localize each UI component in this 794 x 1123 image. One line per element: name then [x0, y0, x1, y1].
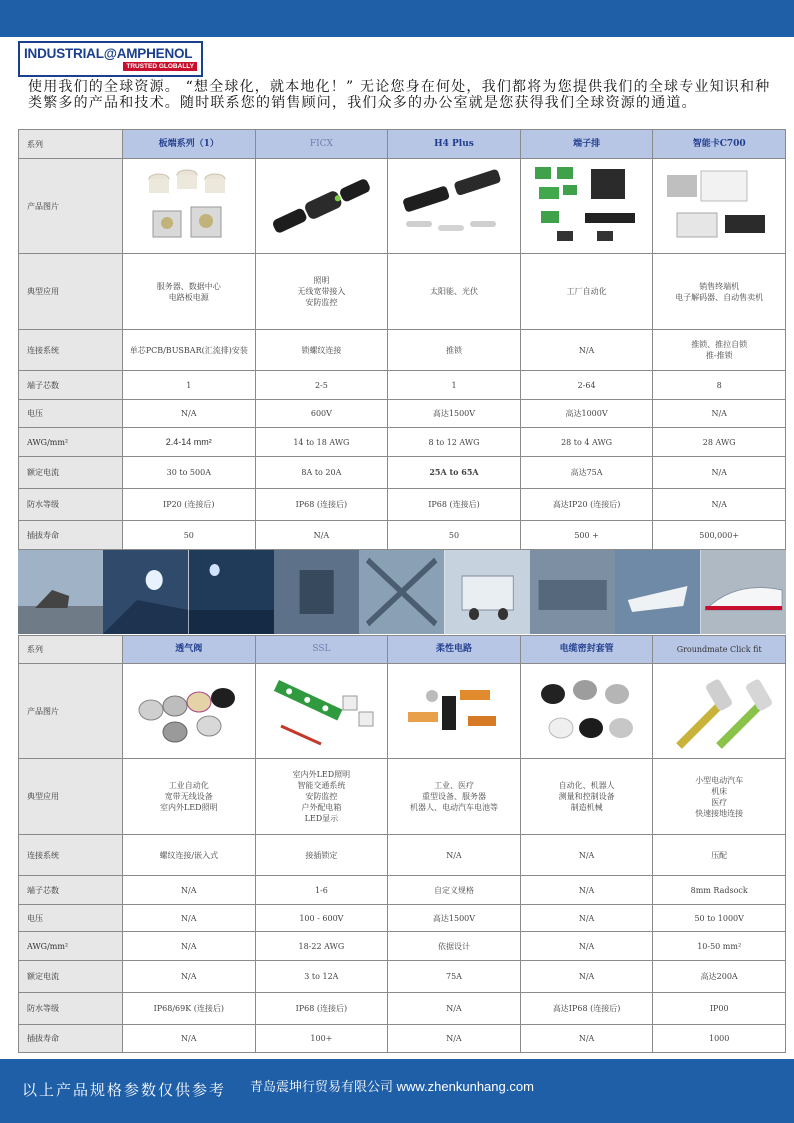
cell: 压配: [653, 835, 786, 876]
product-image: [388, 159, 521, 254]
row-label: 额定电流: [19, 961, 123, 993]
cell: N/A: [123, 1025, 256, 1053]
row-label: 端子芯数: [19, 876, 123, 905]
cell: 100 - 600V: [255, 905, 388, 932]
series-header: Groundmate Click fit: [653, 636, 786, 664]
cell: 高达1500V: [388, 400, 521, 428]
cell: N/A: [653, 489, 786, 521]
vent-valve-image: [129, 666, 249, 754]
cell: 500,000+: [653, 521, 786, 550]
product-image: [653, 664, 786, 759]
app-cell: [255, 759, 388, 835]
cell: 2.4-14 mm²: [123, 428, 256, 457]
series-header: 透气阀: [123, 636, 256, 664]
product-image: [123, 159, 256, 254]
cell: 28 AWG: [653, 428, 786, 457]
cell-line: 宽带无线设备: [164, 792, 213, 801]
row-label: 端子芯数: [19, 371, 123, 400]
logo-text: INDUSTRIAL@AMPHENOL: [24, 46, 193, 61]
board-connector-image: [129, 161, 249, 249]
cell: 8mm Radsock: [653, 876, 786, 905]
table-row: [19, 400, 786, 428]
cell-line: 无线宽带接入: [297, 287, 346, 296]
table-row: [19, 961, 786, 993]
table-row: [19, 664, 786, 759]
cell: N/A: [520, 961, 653, 993]
cell: 28 to 4 AWG: [520, 428, 653, 457]
cell: IP00: [653, 993, 786, 1025]
table-row: [19, 905, 786, 932]
application-photo-strip: [18, 550, 786, 634]
cell: 2-64: [520, 371, 653, 400]
truck-photo: [445, 550, 530, 634]
product-image: [123, 664, 256, 759]
row-label: AWG/mm²: [19, 428, 123, 457]
cell: 8: [653, 371, 786, 400]
cell: N/A: [123, 400, 256, 428]
cell: IP20 (连接后): [123, 489, 256, 521]
table-row: [19, 330, 786, 371]
product-image: [520, 159, 653, 254]
row-label: 系列: [19, 636, 123, 664]
train-photo: [701, 550, 786, 634]
cell: 10-50 mm²: [653, 932, 786, 961]
cell: 50: [123, 521, 256, 550]
cell: 18-22 AWG: [255, 932, 388, 961]
app-cell: [520, 254, 653, 330]
row-label: 产品图片: [19, 664, 123, 759]
row-label: 电压: [19, 905, 123, 932]
cell: 高达IP20 (连接后): [520, 489, 653, 521]
table-row: [19, 371, 786, 400]
cell-line: 工业、医疗: [433, 781, 474, 790]
h4-plus-connector-image: [394, 161, 514, 249]
cell: 100+: [255, 1025, 388, 1053]
cell: 2-5: [255, 371, 388, 400]
cell: N/A: [388, 993, 521, 1025]
smart-card-connector-image: [659, 161, 779, 249]
ficx-connector-image: [261, 161, 381, 249]
cell: 依据设计: [388, 932, 521, 961]
series-header: FICX: [255, 130, 388, 159]
row-label: 连接系统: [19, 835, 123, 876]
row-label: 插拔寿命: [19, 521, 123, 550]
solar-panel-photo: [103, 550, 188, 634]
cell: 高达75A: [520, 457, 653, 489]
table-row: [19, 835, 786, 876]
robot-photo: [274, 550, 359, 634]
cell: 1-6: [255, 876, 388, 905]
cell: 50: [388, 521, 521, 550]
cell: 高达1000V: [520, 400, 653, 428]
table-row: [19, 876, 786, 905]
cell-line: 销售终端机: [699, 281, 740, 291]
row-label: AWG/mm²: [19, 932, 123, 961]
cell: N/A: [388, 1025, 521, 1053]
cell: 1000: [653, 1025, 786, 1053]
row-label: 产品图片: [19, 159, 123, 254]
cell-line: 工业自动化: [168, 781, 209, 790]
cell: 接插锁定: [255, 835, 388, 876]
series-header: 端子排: [520, 130, 653, 159]
cell: 600V: [255, 400, 388, 428]
table-row: [19, 993, 786, 1025]
series-header: 电缆密封套管: [520, 636, 653, 664]
cell: 螺纹连接/嵌入式: [123, 835, 256, 876]
table-row: [19, 489, 786, 521]
flexible-circuit-image: [394, 666, 514, 754]
cell: 高达200A: [653, 961, 786, 993]
excavator-photo: [18, 550, 103, 634]
series-header: 板端系列（1）: [123, 130, 256, 159]
footer-company: 青岛震坤行贸易有限公司 www.zhenkunhang.com: [250, 1079, 534, 1094]
cell: N/A: [520, 876, 653, 905]
cell: N/A: [520, 932, 653, 961]
cell: 推锁: [388, 330, 521, 371]
cell: N/A: [520, 330, 653, 371]
app-cell: [123, 759, 256, 835]
cell-line: 小型电动汽车: [695, 775, 744, 785]
cell: 8 to 12 AWG: [388, 428, 521, 457]
cell: 8A to 20A: [255, 457, 388, 489]
cell-line: 室内外LED照明: [160, 803, 218, 812]
aerial-photo: [359, 550, 444, 634]
cell: 75A: [388, 961, 521, 993]
row-label: 插拔寿命: [19, 1025, 123, 1053]
cell-line: 快速接地连接: [695, 808, 744, 818]
cell-line: 测量和控制设备: [558, 792, 615, 801]
spec-table-2: [18, 635, 786, 1053]
row-label: 电压: [19, 400, 123, 428]
series-header: SSL: [255, 636, 388, 664]
terminal-block-image: [527, 161, 647, 249]
row-label: 连接系统: [19, 330, 123, 371]
cell-line: 推锁、推拉自锁: [691, 340, 748, 349]
cell-line: 户外配电箱: [301, 803, 342, 812]
footer-disclaimer: 以上产品规格参数仅供参考: [22, 1081, 227, 1099]
product-image: [520, 664, 653, 759]
row-label: 防水等级: [19, 489, 123, 521]
table-row: [19, 457, 786, 489]
cell-line: 照明: [313, 276, 330, 285]
series-header: H4 Plus: [388, 130, 521, 159]
cell-line: 自动化、机器人: [558, 781, 615, 790]
cell: 1: [123, 371, 256, 400]
cell: IP68 (连接后): [388, 489, 521, 521]
cable-gland-image: [527, 666, 647, 754]
cell-line: 电路板电源: [168, 292, 209, 302]
table-row: [19, 636, 786, 664]
cell-line: 安防监控: [305, 792, 338, 801]
cell-line: 机器人、电动汽车电池等: [409, 803, 498, 812]
cell: 高达1500V: [388, 905, 521, 932]
product-image: [653, 159, 786, 254]
boat-photo: [615, 550, 700, 634]
concert-photo: [189, 550, 274, 634]
amphenol-logo: [18, 41, 203, 77]
cell: N/A: [255, 521, 388, 550]
cell: 500 +: [520, 521, 653, 550]
cell: N/A: [653, 457, 786, 489]
cell-line: 智能交通系统: [297, 781, 346, 790]
app-cell: [388, 759, 521, 835]
cell-line: 服务器、数据中心: [156, 281, 221, 291]
cell: 单芯PCB/BUSBAR(汇流排)安装: [123, 330, 256, 371]
cell: 25A to 65A: [388, 457, 521, 489]
cell: N/A: [653, 400, 786, 428]
factory-photo: [530, 550, 615, 634]
app-cell: [123, 254, 256, 330]
cell-line: 制造机械: [570, 803, 603, 812]
ssl-connector-image: [261, 666, 381, 754]
cell-line: 推-推锁: [705, 351, 733, 360]
app-cell: [388, 254, 521, 330]
top-banner: [0, 0, 794, 37]
series-header: 柔性电路: [388, 636, 521, 664]
cell-line: 机床: [711, 786, 728, 796]
series-header: 智能卡C700: [653, 130, 786, 159]
cell: N/A: [123, 961, 256, 993]
cell: N/A: [123, 932, 256, 961]
cell: [653, 330, 786, 371]
cell: 50 to 1000V: [653, 905, 786, 932]
product-image: [255, 159, 388, 254]
cell: N/A: [123, 876, 256, 905]
cell: N/A: [520, 1025, 653, 1053]
intro-paragraph: 使用我们的全球资源。 “想全球化，就本地化！” 无论您身在何处，我们都将为您提供我们的全球专业知识和种类繁多的产品和技术。随时联系您的销售顾问，我们众多的办公室就是您获得我们全球资源的通道。: [28, 79, 771, 111]
row-label: 典型应用: [19, 254, 123, 330]
product-image: [388, 664, 521, 759]
cell-line: 工厂自动化: [566, 287, 607, 296]
cell-line: 电子解码器、自动售卖机: [675, 292, 764, 302]
table-row: [19, 130, 786, 159]
app-cell: [520, 759, 653, 835]
spec-table-1: [18, 129, 786, 550]
cell-line: 安防监控: [305, 298, 338, 307]
cell-line: 太阳能、光伏: [429, 287, 478, 296]
cell: N/A: [123, 905, 256, 932]
cell: IP68 (连接后): [255, 993, 388, 1025]
app-cell: [653, 759, 786, 835]
row-label: 系列: [19, 130, 123, 159]
cell-line: LED显示: [304, 814, 339, 823]
cell: 14 to 18 AWG: [255, 428, 388, 457]
cell: 1: [388, 371, 521, 400]
cell: 高达IP68 (连接后): [520, 993, 653, 1025]
cell: N/A: [520, 835, 653, 876]
app-cell: [653, 254, 786, 330]
cell-line: 重型设备、服务器: [421, 792, 486, 801]
cell: 30 to 500A: [123, 457, 256, 489]
table-row: [19, 521, 786, 550]
row-label: 额定电流: [19, 457, 123, 489]
row-label: 典型应用: [19, 759, 123, 835]
table-row: [19, 428, 786, 457]
cell: N/A: [520, 905, 653, 932]
cell: IP68/69K (连接后): [123, 993, 256, 1025]
cell: 自定义规格: [388, 876, 521, 905]
table-row: [19, 1025, 786, 1053]
cell-line: 医疗: [711, 797, 728, 807]
table-row: [19, 254, 786, 330]
product-image: [255, 664, 388, 759]
cell: IP68 (连接后): [255, 489, 388, 521]
table-row: [19, 932, 786, 961]
table-row: [19, 759, 786, 835]
app-cell: [255, 254, 388, 330]
row-label: 防水等级: [19, 993, 123, 1025]
table-row: [19, 159, 786, 254]
groundmate-image: [659, 666, 779, 754]
cell: 3 to 12A: [255, 961, 388, 993]
cell-line: 室内外LED照明: [292, 770, 351, 779]
logo-tagline: TRUSTED GLOBALLY: [123, 62, 197, 71]
cell: N/A: [388, 835, 521, 876]
cell: 锁螺纹连接: [255, 330, 388, 371]
